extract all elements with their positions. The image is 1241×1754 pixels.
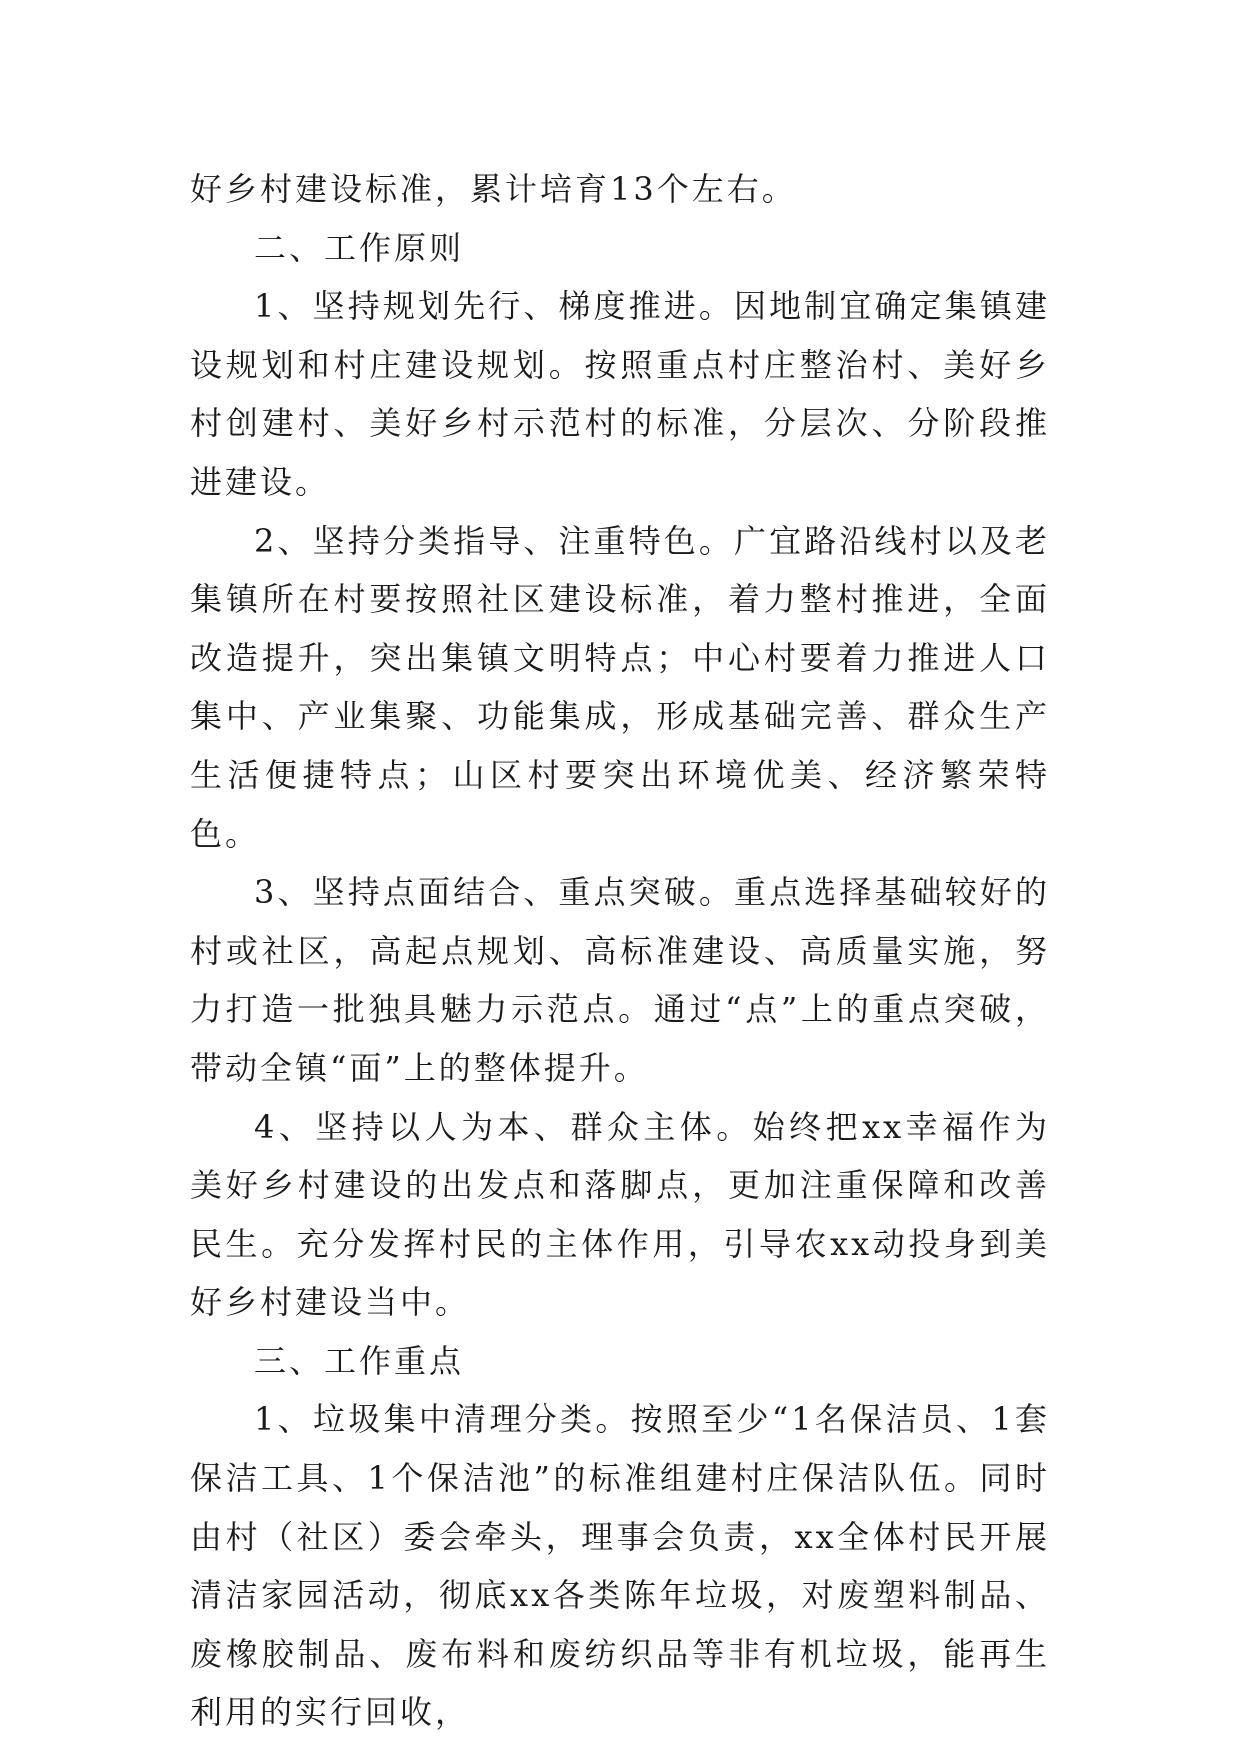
section-heading-principles: 二、工作原则 bbox=[254, 228, 465, 267]
principle-paragraph-2: 2、坚持分类指导、注重特色。广宜路沿线村以及老集镇所在村要按照社区建设标准，着力整村推进，全面改造提升，突出集镇文明特点；中心村要着力推进人口集中、产业集聚、功能集成，形成基础完善、群众生产生活便捷特点；山区村要突出环境优美、经济繁荣特色。 bbox=[190, 521, 1050, 853]
key-task-paragraph-1: 1、垃圾集中清理分类。按照至少“1名保洁员、1套保洁工具、1个保洁池”的标准组建村庄保洁队伍。同时由村（社区）委会牵头，理事会负责，xx全体村民开展清洁家园活动，彻底xx各类陈年垃圾，对废塑料制品、废橡胶制品、废布料和废纺织品等非有机垃圾，能再生利用的实行回收， bbox=[190, 1400, 1050, 1732]
continuation-paragraph: 好乡村建设标准，累计培育13个左右。 bbox=[190, 170, 797, 208]
principle-paragraph-3: 3、坚持点面结合、重点突破。重点选择基础较好的村或社区，高起点规划、高标准建设、高质量实施，努力打造一批独具魅力示范点。通过“点”上的重点突破，带动全镇“面”上的整体提升。 bbox=[190, 873, 1050, 1087]
principle-paragraph-4: 4、坚持以人为本、群众主体。始终把xx幸福作为美好乡村建设的出发点和落脚点，更加注重保障和改善民生。充分发挥村民的主体作用，引导农xx动投身到美好乡村建设当中。 bbox=[190, 1107, 1050, 1322]
principle-paragraph-1: 1、坚持规划先行、梯度推进。因地制宜确定集镇建设规划和村庄建设规划。按照重点村庄整治村、美好乡村创建村、美好乡村示范村的标准，分层次、分阶段推进建设。 bbox=[190, 287, 1050, 501]
document-body bbox=[190, 160, 1050, 1742]
section-heading-key-tasks: 三、工作重点 bbox=[254, 1341, 465, 1380]
